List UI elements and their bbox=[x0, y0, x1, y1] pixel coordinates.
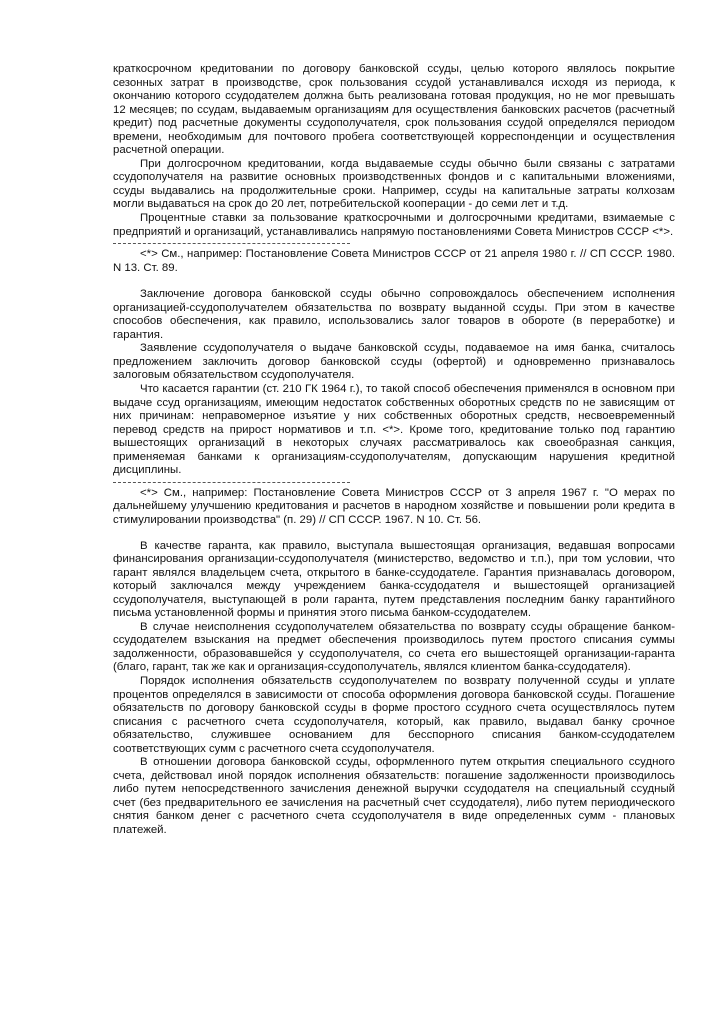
paragraph-gap bbox=[113, 275, 675, 288]
paragraph-long-term-credit: При долгосрочном кредитовании, когда выдаваемые ссуды обычно были связаны с затратами ссудополучателя на развитие основных производственных фондов и с капитальными вложениями, ссуды выдавались на продолжительные сроки. Например, ссуды на капитальные затраты колхозам могли выдаваться на срок до 20 лет, потребительской кооперации - до семи лет и т.д. bbox=[113, 157, 675, 211]
paragraph-guarantee: Что касается гарантии (ст. 210 ГК 1964 г.), то такой способ обеспечения применялся в основном при выдаче ссуд организациям, имеющим недостаток собственных оборотных средств по не зависящим от них причинам: неправомерное изъятие у них собственных оборотных средств, несвоевременный перевод средств на прирост нормативов и т.п. <*>. Кроме того, кредитование только под гарантию вышестоящих организаций в некоторых случаях рассматривалось как своеобразная санкция, применяемая банками к организациям-ссудополучателям, допускающим нарушения кредитной дисциплины. bbox=[113, 383, 675, 477]
paragraph-loan-security: Заключение договора банковской ссуды обычно сопровождалось обеспечением исполнения организацией-ссудополучателем обязательства по возврату выданной ссуды. При этом в качестве способов обеспечения, как правило, использовались залог товаров в обороте (в переработке) и гарантия. bbox=[113, 288, 675, 341]
paragraph-borrower-application: Заявление ссудополучателя о выдаче банковской ссуды, подаваемое на имя банка, считалось предложением заключить договор банковской ссуды (офертой) и одновременно признавалось залоговым обязательством ссудополучателя. bbox=[113, 342, 675, 382]
paragraph-non-performance: В случае неисполнения ссудополучателем обязательства по возврату ссуды обращение банком-ссудодателем взыскания на предмет обеспечения производилось путем простого списания суммы задолженности, образовавшейся у ссудополучателя, со счета его вышестоящей организации-гаранта (благо, гарант, так же как и организация-ссудополучатель, являлся клиентом банка-ссудодателя). bbox=[113, 620, 675, 674]
paragraph-special-account: В отношении договора банковской ссуды, оформленного путем открытия специального ссудного счета, действовал иной порядок исполнения обязательств: погашение задолженности производилось либо путем непосредственного зачисления денежной выручки ссудодателя на специальный ссудный счет (без предварительного ее зачисления на расчетный счет ссудодателя), либо путем периодического снятия банком денег с расчетного счета ссудополучателя в виде определенных сумм - плановых платежей. bbox=[113, 756, 675, 836]
footnote-2: <*> См., например: Постановление Совета Министров СССР от 3 апреля 1967 г. "О мерах по дальнейшему улучшению кредитования и расчетов в народном хозяйстве и повышении роли кредита в стимулировании производства" (п. 29) // СП СССР. 1967. N 10. Ст. 56. bbox=[113, 486, 675, 526]
paragraph-repayment-order: Порядок исполнения обязательств ссудополучателем по возврату полученной ссуды и уплате процентов определялся в зависимости от способа оформления договора банковской ссуды. Погашение обязательств по договору банковской ссуды в форме простого ссудного счета осуществлялось путем списания с расчетного счета ссудополучателя, который, как правило, выдавал банку срочное обязательство, служившее основанием для бесспорного списания банком-ссудодателем соответствующих сумм с расчетного счета ссудополучателя. bbox=[113, 674, 675, 755]
paragraph-gap bbox=[113, 528, 675, 540]
footnote-1: <*> См., например: Постановление Совета Министров СССР от 21 апреля 1980 г. // СП СССР. 1980. N 13. Ст. 89. bbox=[113, 248, 675, 274]
paragraph-interest-rates: Процентные ставки за пользование краткосрочными и долгосрочными кредитами, взимаемые с предприятий и организаций, устанавливались напрямую постановлениями Совета Министров СССР <*>. bbox=[113, 212, 675, 238]
paragraph-short-term-credit: краткосрочном кредитовании по договору банковской ссуды, целью которого являлось покрытие сезонных затрат в производстве, срок пользования ссудой устанавливался исходя из периода, к окончанию которого ссудодателем должна быть реализована готовая продукция, но не мог превышать 12 месяцев; по ссудам, выдаваемым организациям для осуществления банковских расчетов (расчетный кредит) под расчетные документы ссудополучателя, срок пользования ссудой определялся периодом времени, необходимым для почтового пробега соответствующей корреспонденции и осуществления расчетной операции. bbox=[113, 63, 675, 157]
footnote-separator bbox=[113, 243, 350, 244]
footnote-separator bbox=[113, 482, 350, 483]
paragraph-guarantor: В качестве гаранта, как правило, выступала вышестоящая организация, ведавшая вопросами финансирования организации-ссудополучателя (министерство, ведомство и т.п.), при том условии, что гарант являлся владельцем счета, открытого в банке-ссудодателе. Гарантия признавалась договором, который заключался между учреждением банка-ссудодателя и вышестоящей организацией ссудополучателя, выступающей в роли гаранта, путем представления последним банку гарантийного письма установленной формы и принятия этого письма банком-ссудодателем. bbox=[113, 539, 675, 620]
